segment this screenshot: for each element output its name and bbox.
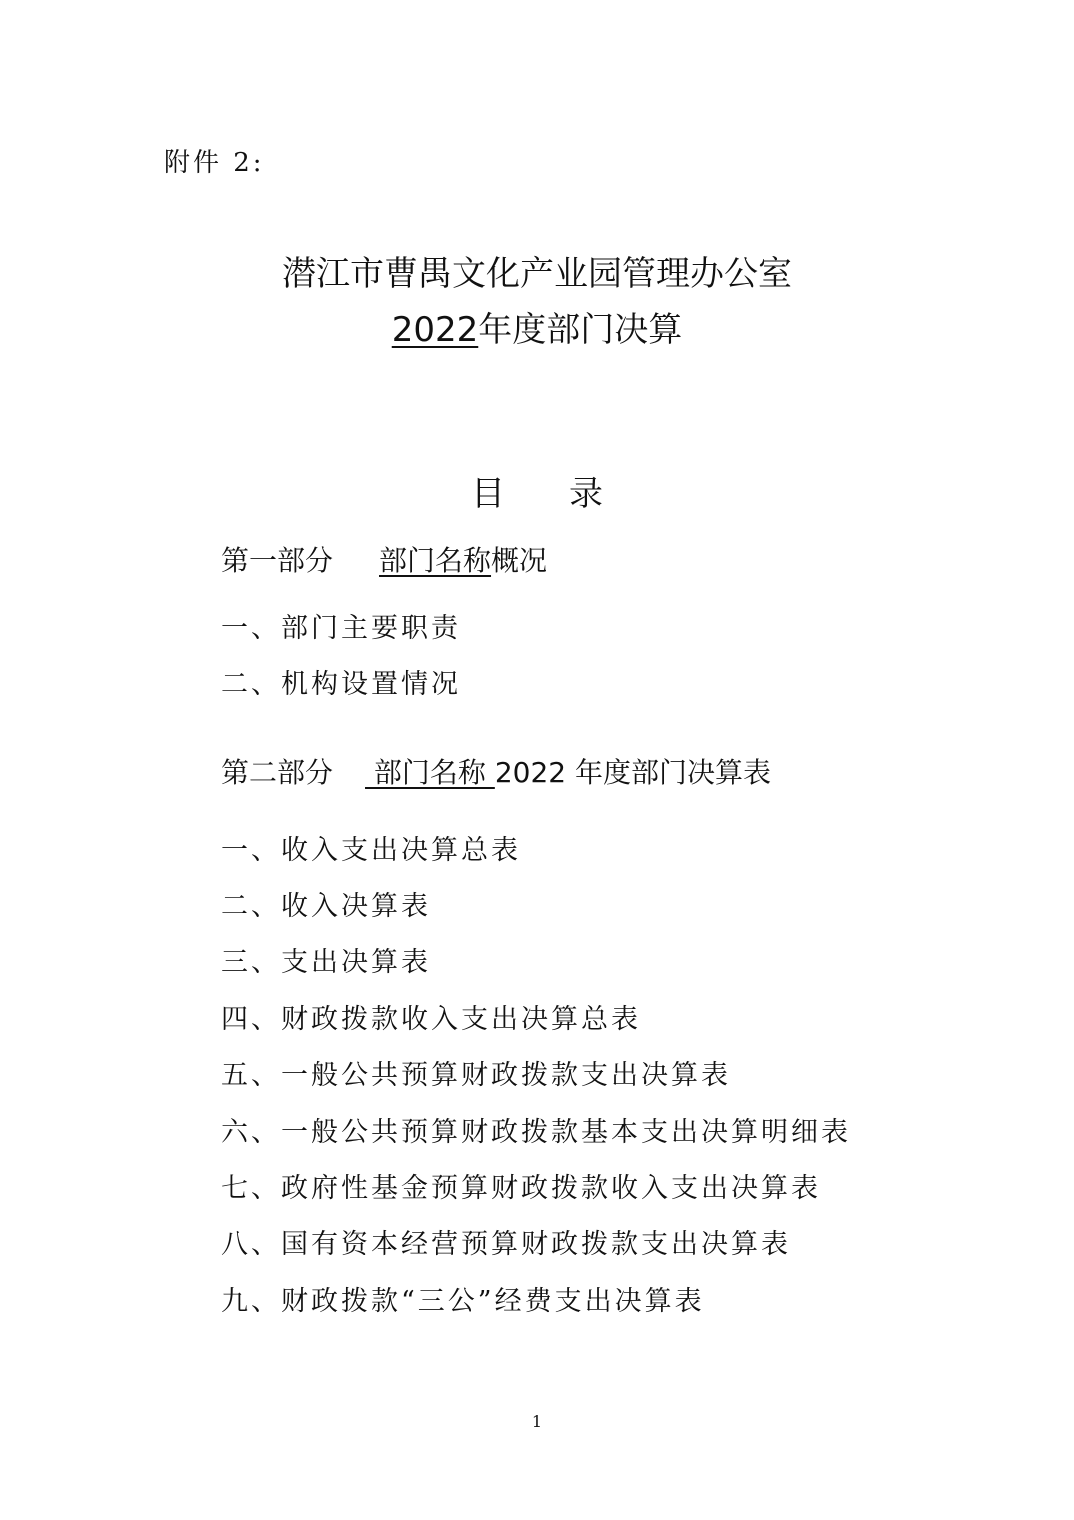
toc-item: 四、财政拨款收入支出决算总表 [221,1004,641,1035]
title-line2-rest: 年度部门决算 [478,310,683,350]
part2-label: 第二部分 [221,756,334,789]
toc-item: 二、收入决算表 [221,891,431,922]
toc-item: 三、支出决算表 [221,947,431,978]
part1-label: 第一部分 [221,544,334,577]
toc-item: 六、一般公共预算财政拨款基本支出决算明细表 [221,1117,851,1148]
toc-heading-char2: 录 [569,474,603,514]
document-title-line2 [0,310,1074,350]
attachment-label: 附件 2: [164,148,265,178]
part2-name-rest: 2022 年度部门决算表 [494,756,771,789]
part2-name-underlined: 部门名称 [365,756,495,789]
toc-item: 八、国有资本经营预算财政拨款支出决算表 [221,1229,791,1260]
part1-name-rest: 概况 [491,544,548,577]
toc-heading-char1: 目 [471,474,505,514]
toc-part1-heading [221,544,547,578]
document-title-line1: 潜江市曹禺文化产业园管理办公室 [282,254,792,294]
toc-item: 二、机构设置情况 [221,669,461,700]
toc-heading [0,466,1074,515]
toc-item: 九、财政拨款“三公”经费支出决算表 [221,1286,705,1317]
toc-item: 七、政府性基金预算财政拨款收入支出决算表 [221,1173,821,1204]
part1-name-underlined: 部门名称 [379,544,492,577]
toc-item: 五、一般公共预算财政拨款支出决算表 [221,1060,731,1091]
toc-part2-heading [221,756,771,790]
toc-item: 一、收入支出决算总表 [221,835,521,866]
toc-item: 一、部门主要职责 [221,613,461,644]
title-year: 2022 [391,310,479,350]
page-number: 1 [531,1412,543,1431]
